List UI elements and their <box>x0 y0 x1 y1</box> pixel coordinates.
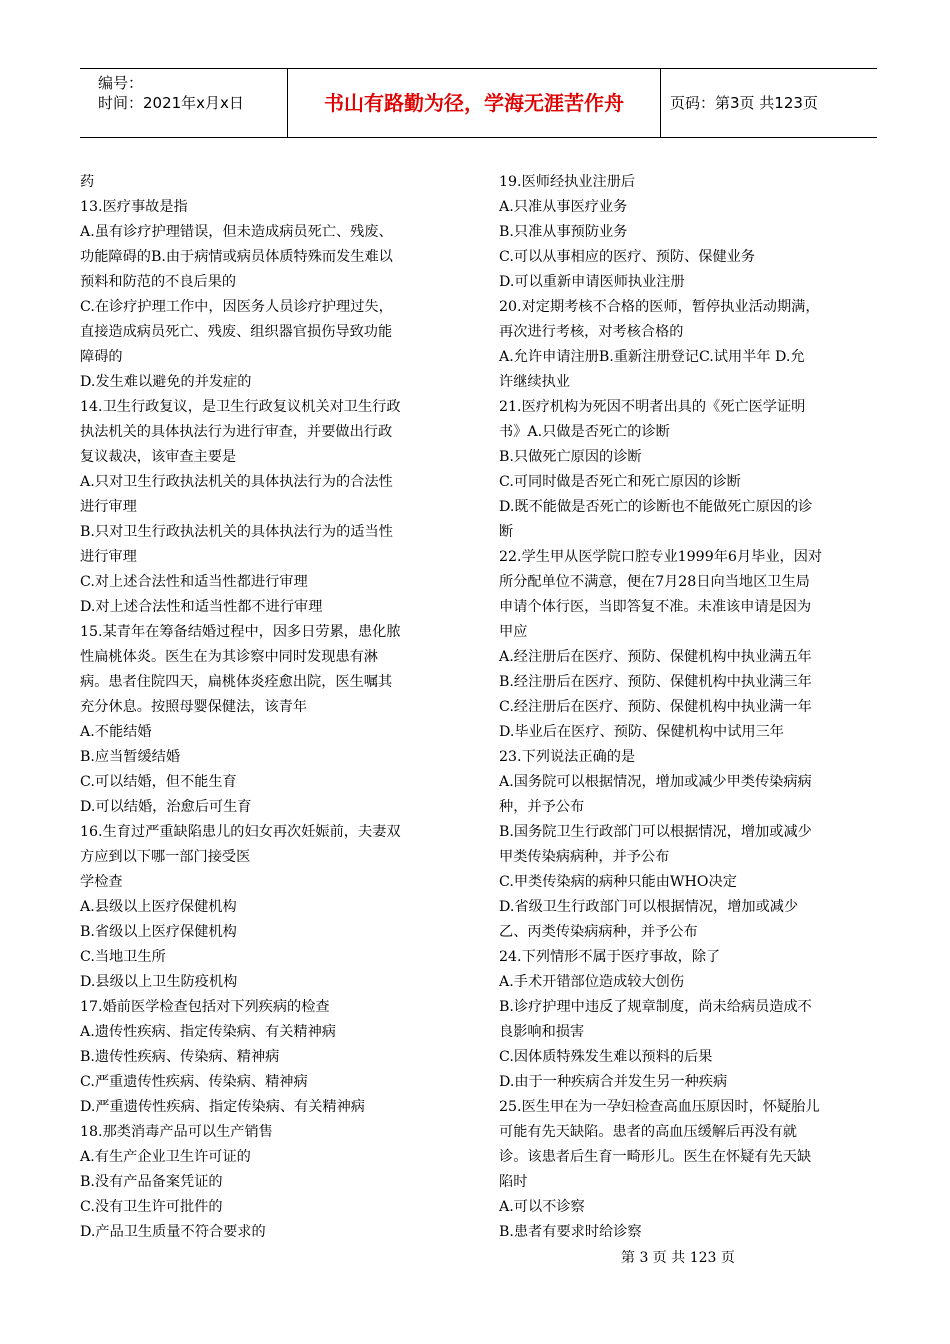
page-header <box>80 68 877 138</box>
text-line: 学检查 <box>80 874 123 890</box>
text-line: 13.医疗事故是指 <box>80 199 188 215</box>
text-line: A.允许申请注册B.重新注册登记C.试用半年 D.允 <box>499 349 805 365</box>
text-line: 诊。该患者后生育一畸形儿。医生在怀疑有先天缺 <box>499 1149 812 1165</box>
text-line: A.国务院可以根据情况，增加或减少甲类传染病病 <box>499 774 812 790</box>
text-line: 许继续执业 <box>499 374 570 390</box>
text-line: D.毕业后在医疗、预防、保健机构中试用三年 <box>499 724 784 740</box>
text-line: 甲类传染病病种，并予公布 <box>499 849 670 865</box>
text-line: 23.下列说法正确的是 <box>499 749 636 765</box>
text-line: C.可同时做是否死亡和死亡原因的诊断 <box>499 474 741 490</box>
text-line: 执法机关的具体执法行为进行审查，并要做出行政 <box>80 424 393 440</box>
text-line: 乙、丙类传染病病种，并予公布 <box>499 924 698 940</box>
text-line: A.手术开错部位造成较大创伤 <box>499 974 685 990</box>
text-line: 再次进行考核，对考核合格的 <box>499 324 684 340</box>
text-line: 性扁桃体炎。医生在为其诊察中同时发现患有淋 <box>80 649 378 665</box>
text-line: 直接造成病员死亡、残废、组织器官损伤导致功能 <box>80 324 393 340</box>
right-column <box>499 170 879 1245</box>
text-line: A.可以不诊察 <box>499 1199 585 1215</box>
text-line: 充分休息。按照母婴保健法，该青年 <box>80 699 308 715</box>
text-line: 所分配单位不满意，便在7月28日向当地区卫生局 <box>499 574 810 590</box>
text-line: 种，并予公布 <box>499 799 585 815</box>
text-line: C.甲类传染病的病种只能由WHO决定 <box>499 874 737 890</box>
text-line: 进行审理 <box>80 499 137 515</box>
text-line: A.不能结婚 <box>80 724 152 740</box>
text-line: B.遗传性疾病、传染病、精神病 <box>80 1049 280 1065</box>
text-line: B.国务院卫生行政部门可以根据情况，增加或减少 <box>499 824 812 840</box>
text-line: 24.下列情形不属于医疗事故，除了 <box>499 949 721 965</box>
text-line: 15.某青年在筹备结婚过程中，因多日劳累，患化脓 <box>80 624 401 640</box>
text-line: 进行审理 <box>80 549 137 565</box>
text-line: C.当地卫生所 <box>80 949 166 965</box>
text-line: A.虽有诊疗护理错误，但未造成病员死亡、残废、 <box>80 224 393 240</box>
text-line: D.可以重新申请医师执业注册 <box>499 274 685 290</box>
text-line: D.可以结婚，治愈后可生育 <box>80 799 252 815</box>
text-line: B.经注册后在医疗、预防、保健机构中执业满三年 <box>499 674 812 690</box>
text-line: A.只准从事医疗业务 <box>499 199 628 215</box>
text-line: C.因体质特殊发生难以预料的后果 <box>499 1049 713 1065</box>
text-line: A.只对卫生行政执法机关的具体执法行为的合法性 <box>80 474 393 490</box>
text-line: B.只准从事预防业务 <box>499 224 628 240</box>
text-line: C.没有卫生许可批件的 <box>80 1199 223 1215</box>
text-line: C.可以结婚，但不能生育 <box>80 774 237 790</box>
text-line: A.有生产企业卫生许可证的 <box>80 1149 251 1165</box>
page-footer: 第 3 页 共 123 页 <box>621 1250 735 1266</box>
text-line: B.诊疗护理中违反了规章制度，尚未给病员造成不 <box>499 999 812 1015</box>
text-line: 药 <box>80 174 95 190</box>
text-line: C.经注册后在医疗、预防、保健机构中执业满一年 <box>499 699 812 715</box>
text-line: D.由于一种疾病合并发生另一种疾病 <box>499 1074 728 1090</box>
text-line: 20.对定期考核不合格的医师，暂停执业活动期满， <box>499 299 820 315</box>
text-line: D.严重遗传性疾病、指定传染病、有关精神病 <box>80 1099 365 1115</box>
text-line: 25.医生甲在为一孕妇检查高血压原因时，怀疑胎儿 <box>499 1099 820 1115</box>
text-line: 16.生育过严重缺陷患儿的妇女再次妊娠前，夫妻双 <box>80 824 401 840</box>
text-line: B.只对卫生行政执法机关的具体执法行为的适当性 <box>80 524 393 540</box>
text-line: C.严重遗传性疾病、传染病、精神病 <box>80 1074 308 1090</box>
text-line: D.既不能做是否死亡的诊断也不能做死亡原因的诊 <box>499 499 813 515</box>
text-line: 病。患者住院四天，扁桃体炎痊愈出院，医生嘱其 <box>80 674 393 690</box>
header-meta <box>80 69 287 137</box>
text-line: A.遗传性疾病、指定传染病、有关精神病 <box>80 1024 336 1040</box>
text-line: B.没有产品备案凭证的 <box>80 1174 223 1190</box>
text-line: 17.婚前医学检查包括对下列疾病的检查 <box>80 999 330 1015</box>
left-column <box>80 170 470 1245</box>
text-line: 预料和防范的不良后果的 <box>80 274 237 290</box>
text-line: C.可以从事相应的医疗、预防、保健业务 <box>499 249 756 265</box>
text-line: A.县级以上医疗保健机构 <box>80 899 237 915</box>
text-line: 18.那类消毒产品可以生产销售 <box>80 1124 273 1140</box>
text-line: 障碍的 <box>80 349 123 365</box>
text-line: 可能有先天缺陷。患者的高血压缓解后再没有就 <box>499 1124 797 1140</box>
text-line: D.省级卫生行政部门可以根据情况，增加或减少 <box>499 899 799 915</box>
text-line: B.应当暂缓结婚 <box>80 749 181 765</box>
header-page-number: 页码：第3页 共123页 <box>670 94 818 112</box>
text-line: 陷时 <box>499 1174 528 1190</box>
text-line: B.患者有要求时给诊察 <box>499 1224 642 1240</box>
text-line: D.县级以上卫生防疫机构 <box>80 974 238 990</box>
text-line: D.对上述合法性和适当性都不进行审理 <box>80 599 323 615</box>
text-line: 功能障碍的B.由于病情或病员体质特殊而发生难以 <box>80 249 393 265</box>
text-line: B.省级以上医疗保健机构 <box>80 924 237 940</box>
header-motto: 书山有路勤为径，学海无涯苦作舟 <box>287 69 661 137</box>
text-line: 22.学生甲从医学院口腔专业1999年6月毕业，因对 <box>499 549 823 565</box>
text-line: 方应到以下哪一部门接受医 <box>80 849 251 865</box>
text-line: A.经注册后在医疗、预防、保健机构中执业满五年 <box>499 649 812 665</box>
text-line: C.在诊疗护理工作中，因医务人员诊疗护理过失， <box>80 299 393 315</box>
text-line: 甲应 <box>499 624 528 640</box>
text-line: 14.卫生行政复议，是卫生行政复议机关对卫生行政 <box>80 399 401 415</box>
document-time-label: 时间：2021年x月x日 <box>98 94 244 112</box>
text-line: 复议裁决，该审查主要是 <box>80 449 237 465</box>
text-line: C.对上述合法性和适当性都进行审理 <box>80 574 308 590</box>
text-line: 21.医疗机构为死因不明者出具的《死亡医学证明 <box>499 399 806 415</box>
text-line: B.只做死亡原因的诊断 <box>499 449 642 465</box>
text-line: 断 <box>499 524 514 540</box>
text-line: 申请个体行医，当即答复不准。未准该申请是因为 <box>499 599 812 615</box>
text-line: D.发生难以避免的并发症的 <box>80 374 252 390</box>
text-line: 19.医师经执业注册后 <box>499 174 636 190</box>
text-line: D.产品卫生质量不符合要求的 <box>80 1224 266 1240</box>
text-line: 书》A.只做是否死亡的诊断 <box>499 424 670 440</box>
text-line: 良影响和损害 <box>499 1024 585 1040</box>
document-number-label: 编号： <box>98 74 144 92</box>
